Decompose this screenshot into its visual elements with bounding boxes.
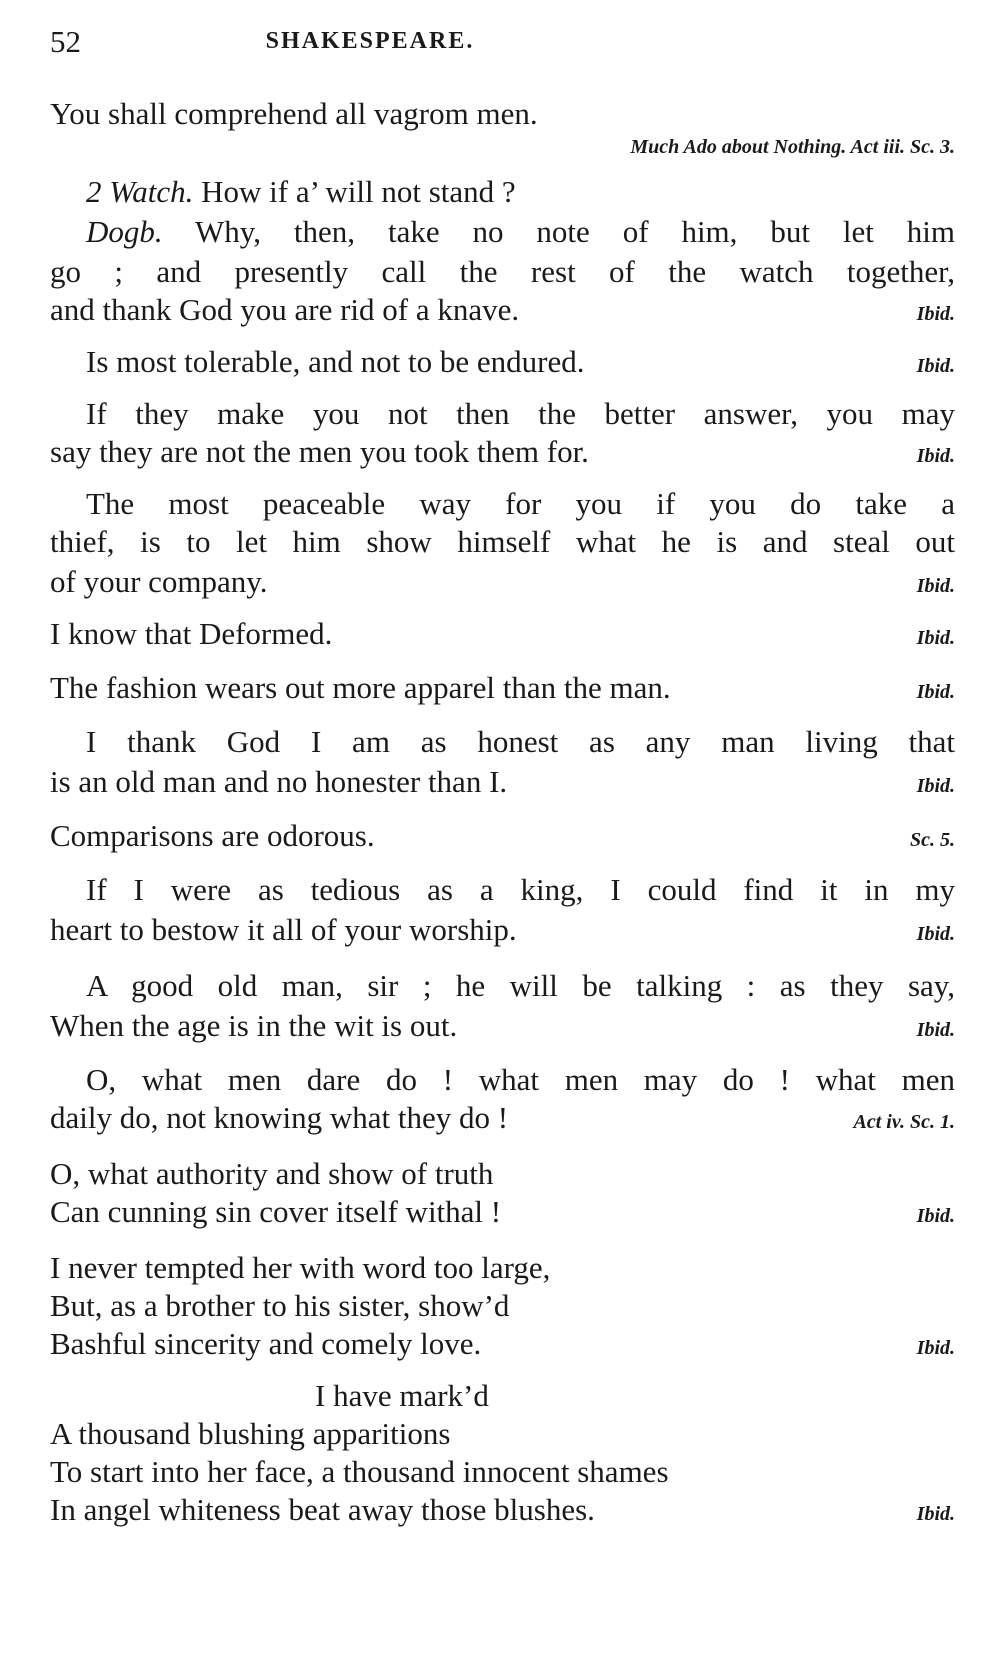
quote-text: I know that Deformed. (50, 616, 333, 651)
quote-line: A good old man, sir ; he will be talking : as they say, (86, 968, 955, 1003)
quote-line (50, 1006, 955, 1050)
quote-line: go ; and presently call the rest of the watch together, (50, 254, 955, 289)
quote-line: But, as a brother to his sister, show’d (50, 1288, 510, 1323)
quote-line (86, 342, 955, 386)
quote-line: I thank God I am as honest as any man living that (86, 724, 955, 759)
quote-citation: Ibid. (916, 355, 955, 377)
quote-citation: Ibid. (916, 1503, 955, 1525)
quote-line: I have mark’d (315, 1378, 489, 1413)
page-number: 52 (50, 24, 81, 59)
quote-line: A thousand blushing apparitions (50, 1416, 451, 1451)
quote-line (50, 1192, 955, 1236)
quote-citation: Ibid. (916, 627, 955, 649)
quote-citation: Ibid. (916, 681, 955, 703)
running-head: SHAKESPEARE. (265, 28, 475, 54)
quote-citation: Ibid. (916, 575, 955, 597)
quote-citation: Ibid. (916, 1337, 955, 1359)
quote-line (50, 910, 955, 954)
quote-line (50, 668, 955, 712)
quote-text: Is most tolerable, and not to be endured. (86, 344, 585, 379)
quote-text: Bashful sincerity and comely love. (50, 1326, 482, 1361)
quote-citation: Much Ado about Nothing. Act iii. Sc. 3. (630, 136, 955, 158)
quote-line: O, what men dare do ! what men may do ! what men (86, 1062, 955, 1097)
page-header (50, 24, 955, 64)
quote-line: thief, is to let him show himself what he is and steal out (50, 524, 955, 559)
quote-citation: Ibid. (916, 775, 955, 797)
quote-text: say they are not the men you took them for. (50, 434, 589, 469)
quote-citation: Sc. 5. (910, 829, 955, 851)
quote-citation: Ibid. (916, 1019, 955, 1041)
speaker-name: Dogb. (86, 214, 163, 249)
speech-text: Why, then, take no note of him, but let him (162, 214, 955, 249)
quote-text: and thank God you are rid of a knave. (50, 292, 520, 327)
quote-line: If I were as tedious as a king, I could find it in my (86, 872, 955, 907)
quote-line (50, 1098, 955, 1142)
quote-line (86, 172, 955, 212)
quote-line (50, 1490, 955, 1534)
quote-line (50, 562, 955, 606)
quote-line: O, what authority and show of truth (50, 1156, 494, 1191)
quote-text: daily do, not knowing what they do ! (50, 1100, 509, 1135)
quote-citation: Ibid. (916, 445, 955, 467)
quote-line: The most peaceable way for you if you do take a (86, 486, 955, 521)
quote-citation: Ibid. (916, 1205, 955, 1227)
quote-text: Comparisons are odorous. (50, 818, 375, 853)
quote-citation: Act iv. Sc. 1. (853, 1111, 955, 1133)
quote-citation: Ibid. (916, 303, 955, 325)
quote-line: To start into her face, a thousand innocent shames (50, 1454, 669, 1489)
quote-line (50, 290, 955, 334)
quote-line (50, 432, 955, 476)
quote-line: I never tempted her with word too large, (50, 1250, 551, 1285)
quote-line (50, 1324, 955, 1368)
quote-line (50, 762, 955, 806)
speaker-name: 2 Watch. (86, 174, 194, 209)
quote-text: heart to bestow it all of your worship. (50, 912, 517, 947)
quote-text: is an old man and no honester than I. (50, 764, 508, 799)
quote-line (50, 816, 955, 860)
quote-text: The fashion wears out more apparel than the man. (50, 670, 671, 705)
quote-text: When the age is in the wit is out. (50, 1008, 458, 1043)
quote-line: You shall comprehend all vagrom men. (50, 96, 538, 131)
quote-line: If they make you not then the better answer, you may (86, 396, 955, 431)
quote-text: Can cunning sin cover itself withal ! (50, 1194, 502, 1229)
speech-text: How if a’ will not stand ? (193, 174, 516, 209)
quote-text: of your company. (50, 564, 268, 599)
quote-line (86, 212, 955, 252)
quote-text: In angel whiteness beat away those blushes. (50, 1492, 595, 1527)
quote-line (50, 614, 955, 658)
quote-citation: Ibid. (916, 923, 955, 945)
